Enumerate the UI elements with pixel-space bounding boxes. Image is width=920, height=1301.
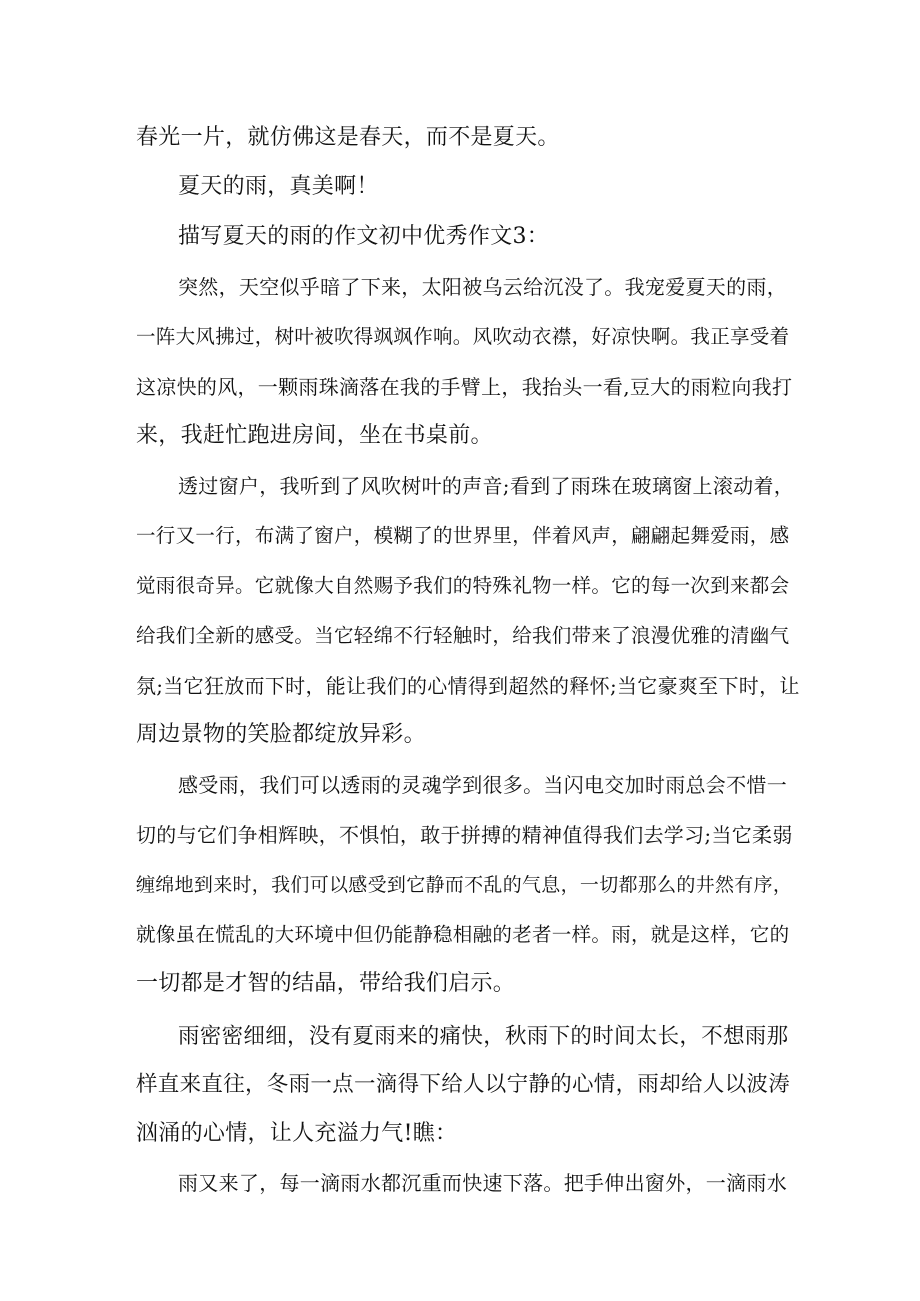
text-line: 春光一片，就仿佛这是春天，而不是夏天。 (136, 125, 560, 150)
text-line: 来，我赶忙跑进房间，坐在书桌前。 (136, 423, 493, 448)
text-line: 一行又一行，布满了窗户，模糊了的世界里，伴着风声，翩翩起舞爱雨，感 (136, 524, 790, 547)
text-line: 这凉快的风，一颗雨珠滴落在我的手臂上，我抬头一看,豆大的雨粒向我打 (136, 375, 793, 399)
text-line: 氛;当它狂放而下时，能让我们的心情得到超然的释怀;当它豪爽至下时，让 (136, 674, 800, 698)
text-line: 透过窗户，我听到了风吹树叶的声音;看到了雨珠在玻璃窗上滚动着， (178, 474, 795, 498)
text-line: 突然，天空似乎暗了下来，太阳被乌云给沉没了。我宠爱夏天的雨， (178, 275, 787, 299)
text-line: 一阵大风拂过，树叶被吹得飒飒作响。风吹动衣襟，好凉快啊。我正享受着 (136, 325, 790, 348)
text-line: 感受雨，我们可以透雨的灵魂学到很多。当闪电交加时雨总会不惜一 (178, 773, 787, 797)
text-line: 就像虽在慌乱的大环境中但仍能静稳相融的老者一样。雨，就是这样，它的 (136, 923, 790, 946)
text-line: 一切都是才智的结晶，带给我们启示。 (136, 971, 516, 996)
text-line: 样直来直往，冬雨一点一滴得下给人以宁静的心情，雨却给人以波涛 (136, 1072, 791, 1097)
text-line: 切的与它们争相辉映，不惧怕，敢于拼搏的精神值得我们去学习;当它柔弱 (136, 823, 793, 847)
text-line: 给我们全新的感受。当它轻绵不行轻触时，给我们带来了浪漫优雅的清幽气 (136, 624, 790, 647)
text-line: 汹涌的心情，让人充溢力气!瞧： (136, 1121, 458, 1146)
text-line: 缠绵地到来时，我们可以感受到它静而不乱的气息，一切都那么的井然有序， (136, 874, 793, 896)
text-line: 觉雨很奇异。它就像大自然赐予我们的特殊礼物一样。它的每一次到来都会 (136, 574, 790, 597)
text-line: 雨密密细细，没有夏雨来的痛快，秋雨下的时间太长，不想雨那 (178, 1024, 789, 1049)
text-line: 夏天的雨，真美啊！ (178, 174, 379, 199)
text-line: 雨又来了，每一滴雨水都沉重而快速下落。把手伸出窗外，一滴雨水 (178, 1171, 787, 1195)
section-heading: 描写夏天的雨的作文初中优秀作文3： (178, 224, 550, 249)
text-line: 周边景物的笑脸都绽放异彩。 (136, 722, 426, 747)
